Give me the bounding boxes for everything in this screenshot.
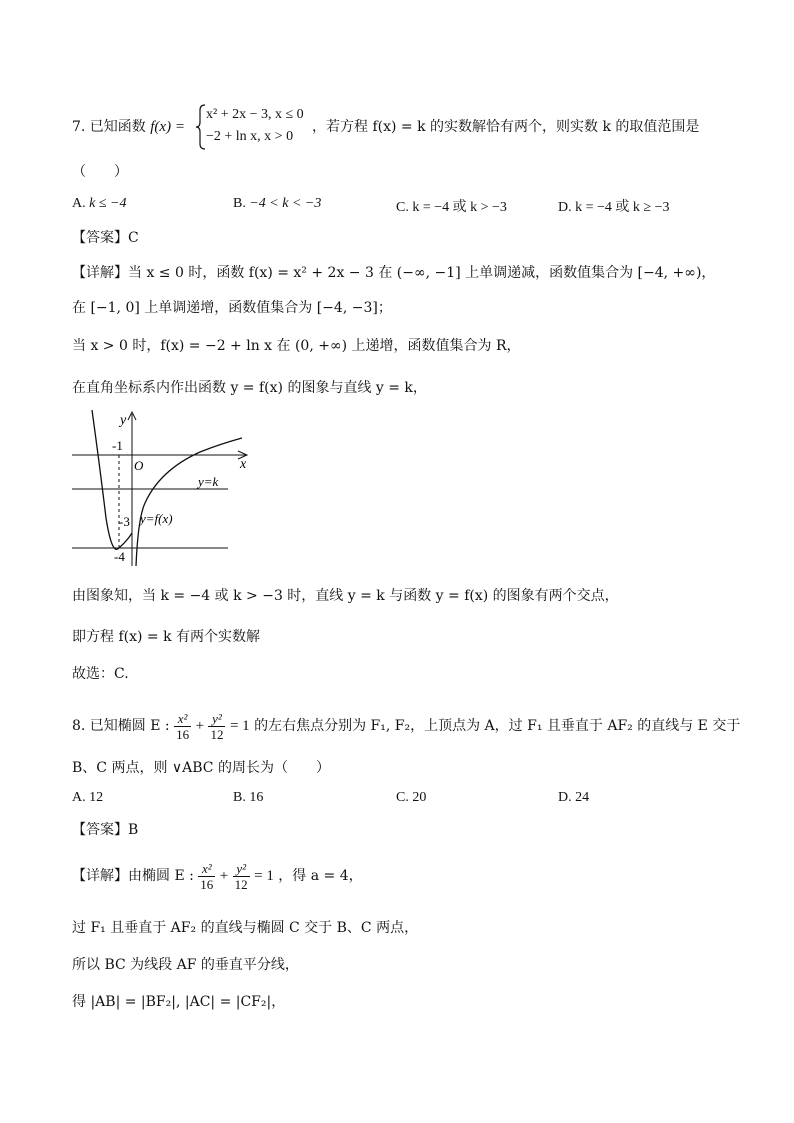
q7-detail-line4: 在直角坐标系内作出函数 y = f(x) 的图象与直线 y = k，: [72, 380, 427, 396]
q7-conclusion-line2: 即方程 f(x) = k 有两个实数解: [72, 629, 261, 645]
option-text: −4 < k < −3: [249, 196, 322, 211]
q7-piecewise-brace: [196, 104, 206, 154]
tick-label-neg3: -3: [119, 514, 130, 529]
q7-detail-line1: 【详解】当 x ≤ 0 时，函数 f(x) = x² + 2x − 3 在 (−∞, −1] 上单调递减，函数值集合为 [−4, +∞)，: [72, 265, 716, 281]
q8-option-b: [233, 790, 263, 806]
fraction-numerator: y²: [233, 861, 250, 877]
curve-label-y-equals-fx: y=f(x): [140, 511, 173, 526]
q8-detail-line3: 得 |AB| = |BF₂|, |AC| = |CF₂|，: [72, 994, 286, 1010]
x-axis-label: x: [240, 457, 247, 472]
option-label: A.: [72, 196, 86, 211]
q8-detail-prefix: 【详解】由椭圆 E :: [72, 868, 194, 884]
fraction-numerator: x²: [198, 861, 215, 877]
q7-prefix: 7. 已知函数: [72, 119, 146, 135]
q7-conclusion-line3: 故选：C.: [72, 666, 129, 682]
q8-detail-suffix: ，得 a = 4，: [278, 868, 363, 884]
q8-detail-fraction-x: [198, 861, 215, 892]
fraction-denominator: 12: [234, 876, 248, 892]
q8-answer: 【答案】B: [72, 822, 139, 838]
option-text: 24: [575, 790, 590, 805]
q7-conclusion-line1: 由图象知，当 k = −4 或 k > −3 时，直线 y = k 与函数 y = f(x) 的图象有两个交点，: [72, 588, 619, 604]
q7-paren: （ ）: [72, 164, 128, 180]
brace-icon: [196, 104, 206, 150]
q8-option-c: [396, 790, 426, 806]
line-label-y-equals-k: y=k: [198, 474, 219, 489]
option-label: C.: [396, 200, 409, 215]
option-text: k = −4 或 k > −3: [412, 200, 507, 215]
option-label: B.: [233, 196, 246, 211]
q8-stem-suffix: 的左右焦点分别为 F₁, F₂，上顶点为 A，过 F₁ 且垂直于 AF₂ 的直线与 E 交于: [254, 718, 741, 734]
q8-detail-fraction-y: [233, 861, 250, 892]
fraction-numerator: x²: [174, 711, 191, 727]
option-text: 12: [89, 790, 104, 805]
q7-detail-line2: 在 [−1, 0] 上单调递增，函数值集合为 [−4, −3]；: [72, 300, 392, 316]
q7-case2: −2 + ln x, x > 0: [206, 129, 294, 144]
q7-answer: 【答案】C: [72, 230, 139, 246]
option-label: A.: [72, 790, 86, 805]
option-text: 16: [249, 790, 264, 805]
y-axis-label: y: [120, 413, 127, 428]
tick-label-neg1: -1: [112, 438, 123, 453]
q8-fraction-x: [174, 711, 191, 742]
plus-sign: +: [195, 718, 205, 734]
q7-function-name: f(x) =: [150, 119, 185, 135]
q7-piecewise-cases: [206, 104, 304, 148]
fraction-denominator: 12: [210, 726, 224, 742]
q8-detail-line2: 所以 BC 为线段 AF 的垂直平分线，: [72, 957, 299, 973]
option-label: D.: [558, 200, 572, 215]
q7-stem: [72, 117, 185, 137]
q8-option-d: [558, 790, 589, 806]
q7-function-graph: [70, 408, 260, 572]
tick-label-neg4: -4: [114, 549, 125, 564]
fraction-numerator: y²: [208, 711, 225, 727]
fraction-denominator: 16: [176, 726, 190, 742]
option-text: k = −4 或 k ≥ −3: [575, 200, 670, 215]
plus-sign: +: [219, 868, 229, 884]
q7-detail-line3: 当 x > 0 时，f(x) = −2 + ln x 在 (0, +∞) 上递增，函数值集合为 R，: [72, 338, 521, 354]
q7-option-c: [396, 196, 507, 216]
option-text: k ≤ −4: [89, 196, 127, 211]
q7-option-a: [72, 196, 126, 212]
option-label: C.: [396, 790, 409, 805]
origin-label: O: [134, 458, 144, 473]
q8-stem: [72, 708, 740, 744]
q8-prefix: 8. 已知椭圆 E :: [72, 718, 170, 734]
option-label: D.: [558, 790, 572, 805]
option-label: B.: [233, 790, 246, 805]
equals-one: = 1: [229, 718, 250, 734]
log-curve: [136, 438, 242, 566]
q7-stem-suffix: ，若方程 f(x) = k 的实数解恰有两个，则实数 k 的取值范围是: [312, 119, 700, 135]
q8-option-a: [72, 790, 103, 806]
fraction-denominator: 16: [200, 876, 214, 892]
q8-stem-line2: B、C 两点，则 ∨ABC 的周长为（ ）: [72, 760, 330, 776]
q7-option-b: [233, 196, 321, 212]
q8-detail-ellipse: [72, 858, 363, 894]
q7-case1: x² + 2x − 3, x ≤ 0: [206, 107, 304, 122]
q8-fraction-y: [208, 711, 225, 742]
equals-one: = 1: [254, 868, 274, 884]
q7-option-d: [558, 196, 670, 216]
q8-detail-line1: 过 F₁ 且垂直于 AF₂ 的直线与椭圆 C 交于 B、C 两点，: [72, 920, 419, 936]
option-text: 20: [412, 790, 427, 805]
